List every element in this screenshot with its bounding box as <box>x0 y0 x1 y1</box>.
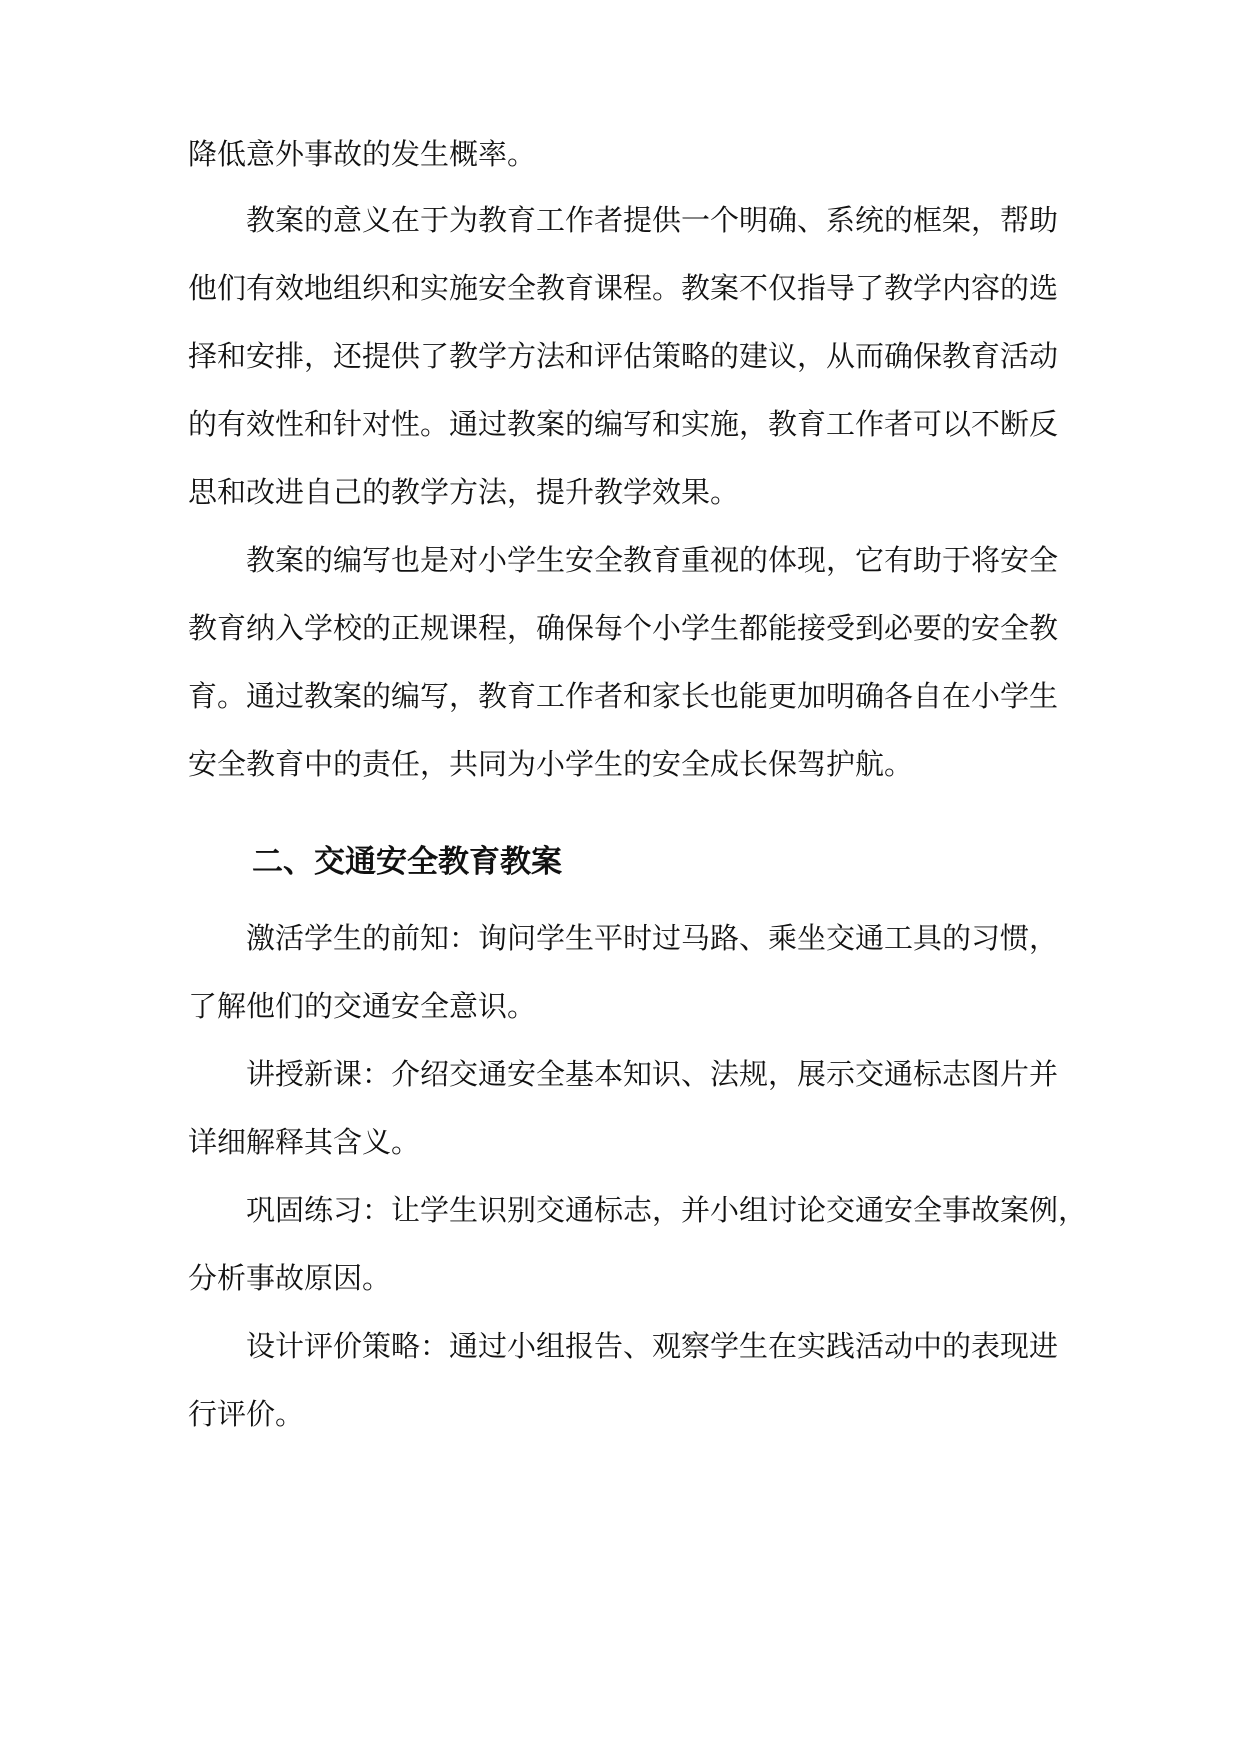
paragraph-line: 教案的意义在于为教育工作者提供一个明确、系统的框架，帮助 <box>246 203 1059 237</box>
paragraph-line: 激活学生的前知：询问学生平时过马路、乘坐交通工具的习惯， <box>246 921 1059 955</box>
paragraph-line: 他们有效地组织和实施安全教育课程。教案不仅指导了教学内容的选 <box>188 271 1059 305</box>
paragraph-line: 分析事故原因。 <box>188 1261 392 1295</box>
paragraph-line: 行评价。 <box>188 1397 305 1431</box>
paragraph-line: 教育纳入学校的正规课程，确保每个小学生都能接受到必要的安全教 <box>188 611 1059 645</box>
paragraph-line: 的有效性和针对性。通过教案的编写和实施，教育工作者可以不断反 <box>188 407 1059 441</box>
section-heading: 二、交通安全教育教案 <box>252 844 562 880</box>
paragraph-line: 了解他们的交通安全意识。 <box>188 989 537 1023</box>
paragraph-line: 思和改进自己的教学方法，提升教学效果。 <box>188 475 740 509</box>
paragraph-line: 择和安排，还提供了教学方法和评估策略的建议，从而确保教育活动 <box>188 339 1059 373</box>
paragraph-line: 降低意外事故的发生概率。 <box>188 137 537 171</box>
paragraph-line: 安全教育中的责任，共同为小学生的安全成长保驾护航。 <box>188 747 914 781</box>
paragraph-line: 育。通过教案的编写，教育工作者和家长也能更加明确各自在小学生 <box>188 679 1059 713</box>
paragraph-line: 巩固练习：让学生识别交通标志，并小组讨论交通安全事故案例， <box>246 1193 1088 1227</box>
paragraph-line: 详细解释其含义。 <box>188 1125 421 1159</box>
paragraph-line: 教案的编写也是对小学生安全教育重视的体现，它有助于将安全 <box>246 543 1059 577</box>
paragraph-line: 讲授新课：介绍交通安全基本知识、法规，展示交通标志图片并 <box>246 1057 1059 1091</box>
paragraph-line: 设计评价策略：通过小组报告、观察学生在实践活动中的表现进 <box>246 1329 1059 1363</box>
